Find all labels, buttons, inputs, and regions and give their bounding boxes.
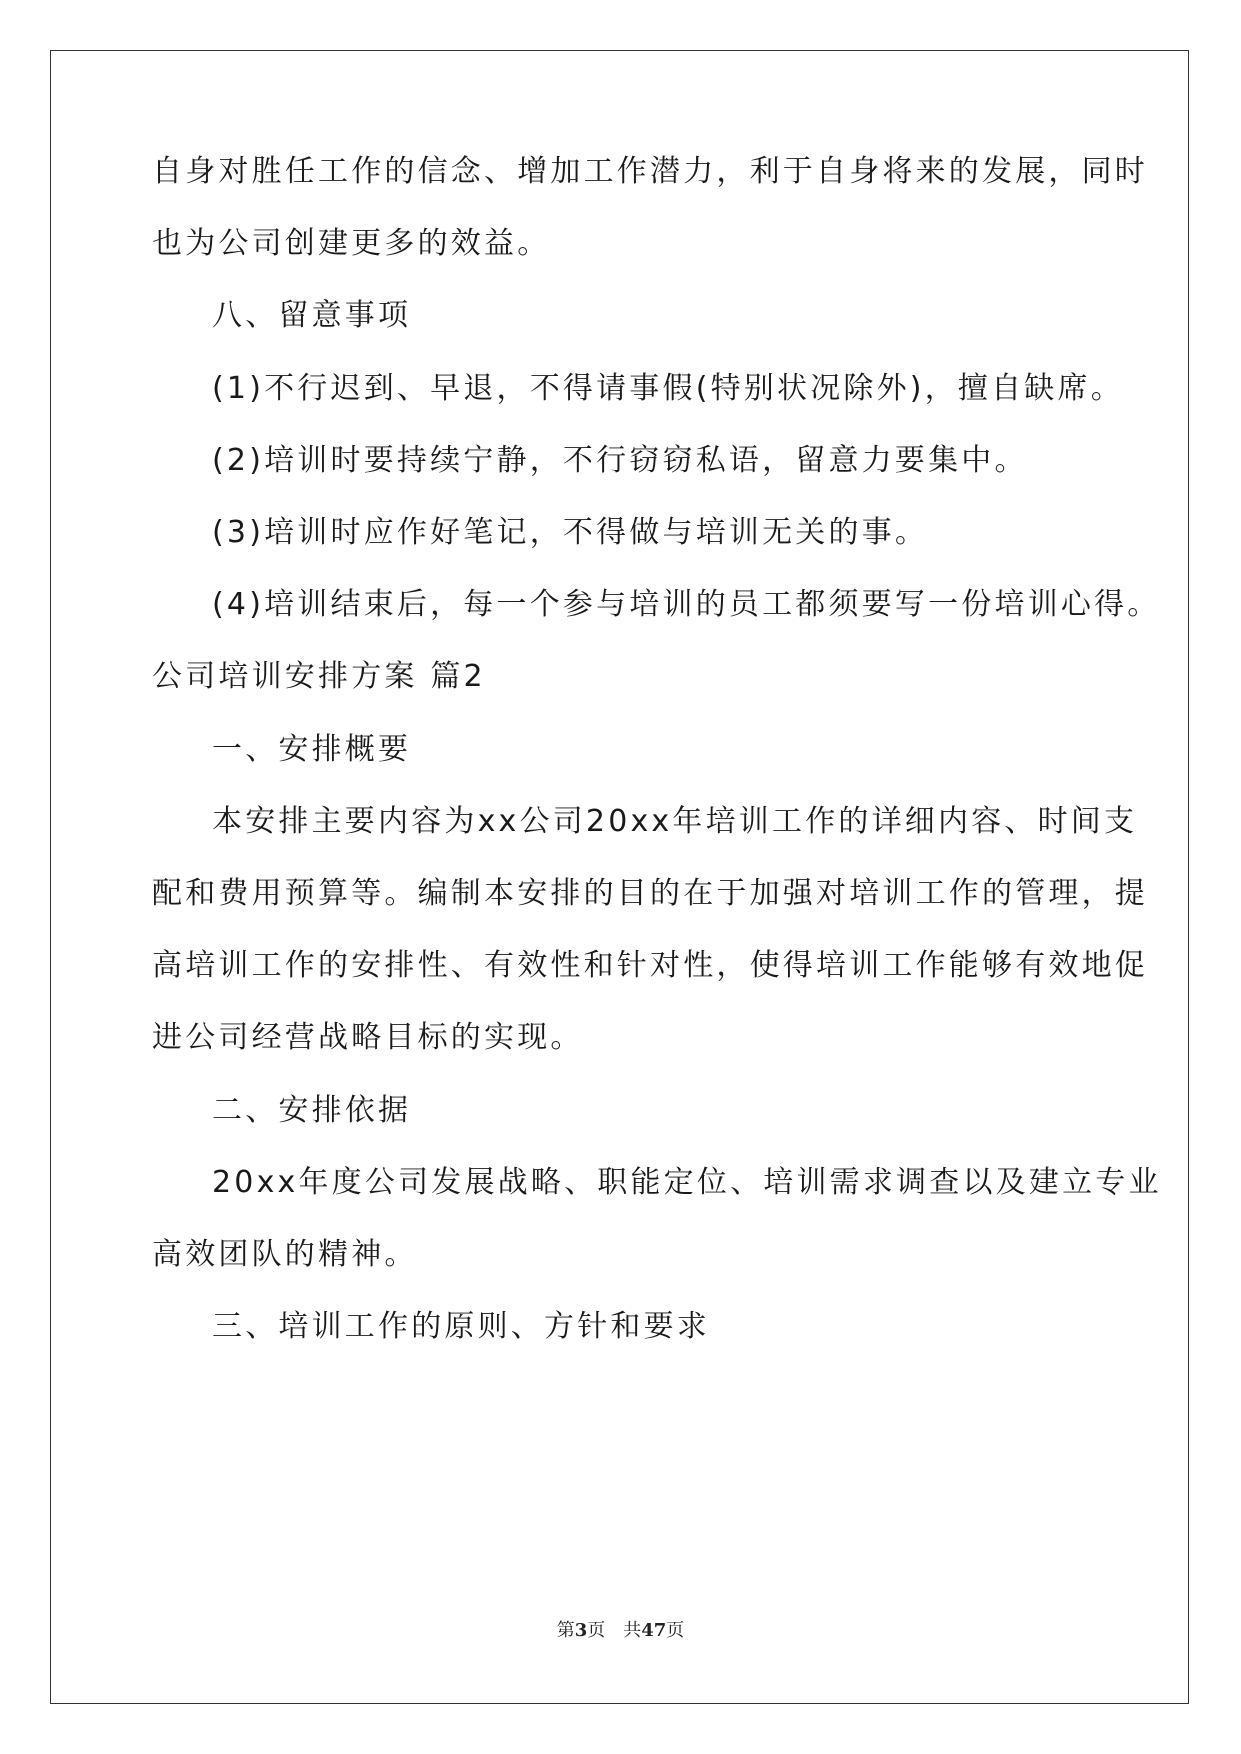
footer-suffix: 页: [666, 1620, 685, 1641]
footer-prefix: 第: [556, 1620, 575, 1641]
text-line: 一、安排概要: [212, 732, 412, 767]
text-line: 二、安排依据: [212, 1093, 412, 1128]
text-line: 八、留意事项: [212, 298, 412, 333]
text-line: (2)培训时要持续宁静，不行窃窃私语，留意力要集中。: [212, 443, 1028, 478]
text-line: 三、培训工作的原则、方针和要求: [212, 1309, 710, 1344]
text-line: 20xx年度公司发展战略、职能定位、培训需求调查以及建立专业: [212, 1165, 1162, 1200]
text-line: (3)培训时应作好笔记，不得做与培训无关的事。: [212, 515, 929, 550]
text-line: (1)不行迟到、早退，不得请事假(特别状况除外)，擅自缺席。: [212, 371, 1124, 406]
text-line: 本安排主要内容为xx公司20xx年培训工作的详细内容、时间支: [212, 804, 1138, 839]
page-footer: [0, 1619, 1241, 1643]
text-line: 配和费用预算等。编制本安排的目的在于加强对培训工作的管理，提: [152, 876, 1148, 911]
footer-middle: 页 共: [587, 1620, 642, 1641]
text-line: 公司培训安排方案 篇2: [152, 659, 486, 694]
text-line: 高效团队的精神。: [152, 1237, 418, 1272]
text-line: 进公司经营战略目标的实现。: [152, 1020, 584, 1055]
text-line: 也为公司创建更多的效益。: [152, 226, 551, 261]
current-page-number: 3: [574, 1620, 588, 1641]
total-page-count: 47: [641, 1620, 667, 1641]
text-line: (4)培训结束后，每一个参与培训的员工都须要写一份培训心得。: [212, 587, 1161, 622]
text-line: 自身对胜任工作的信念、增加工作潜力，利于自身将来的发展，同时: [152, 154, 1148, 189]
text-line: 高培训工作的安排性、有效性和针对性，使得培训工作能够有效地促: [152, 948, 1148, 983]
